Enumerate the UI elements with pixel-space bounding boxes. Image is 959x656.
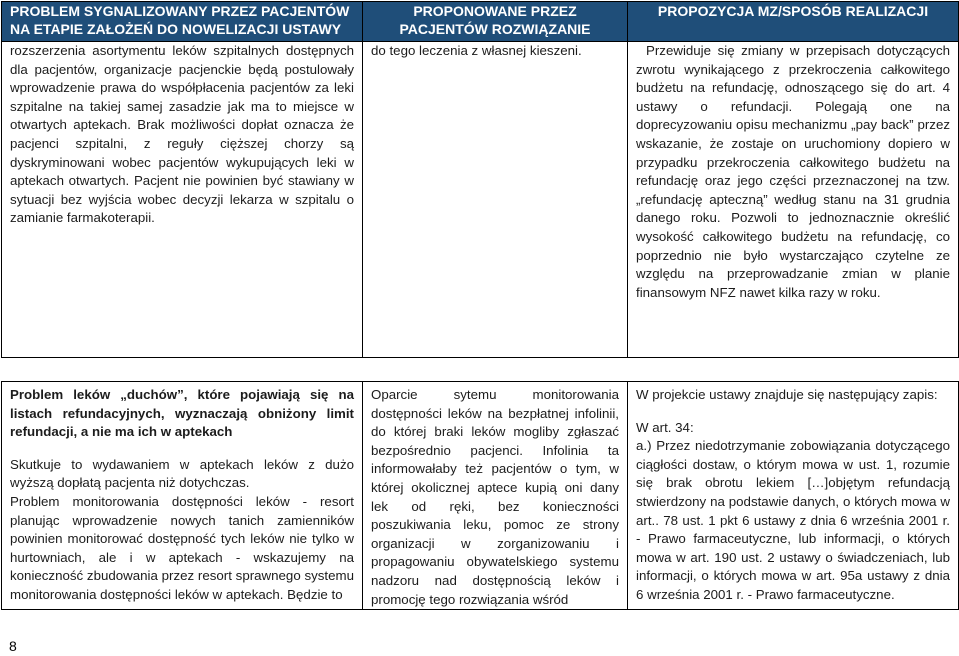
hotline-solution-text: Oparcie sytemu monitorowania dostępności leków na bezpłatnej infolinii, do której braki leków mogliby zgłaszać bezpośrednio pacjenci. Infolinia ta informowałaby też pacjentów o tym, w której okolicznej aptece kupią oni dany lek od ręki, bez konieczności poszukiwania leku, pomoc ze strony organizacji w zorganizowaniu i propagowaniu obywatelskiego systemu nadzoru nad dostępnością leków i promocję tego rozwiązania wśród <box>371 387 619 607</box>
ghost-drugs-heading: Problem leków „duchów”, które pojawiają się na listach refundacyjnych, wyznaczają obniżony limit refundacji, a nie ma ich w aptekach <box>10 387 354 440</box>
top-problem-text: rozszerzenia asortymentu leków szpitalnych dostępnych dla pacjentów, organizacje pacjenckie będą postulowały wprowadzenie prawa do współpłacenia pacjentów za leki szpitalne na takiej samej zasadzie jak ma to miejsce w otwartych aptekach. Brak możliwości dopłat oznacza że pacjenci szpitalni, z reguły cięższej chorzy są dyskryminowani wobec pacjentów wykupujących leki w aptekach otwartych. Pacjent nie powinien być stawiany w sytuacji bez wyjścia wobec decyzji lekarza w szpitalu o zamianie farmakoterapii. <box>10 43 354 226</box>
bottom-table <box>1 381 959 610</box>
article-34-point-a: a.) Przez niedotrzymanie zobowiązania dotyczącego ciągłości dostaw, o którym mowa w ust. 1, rozumie się brak obrotu lekiem […]objętym refundacją stwierdzony na podstawie danych, o których mowa w art.. 78 ust. 1 pkt 6 ustawy z dnia 6 września 2001 r. - Prawo farmaceutyczne, lub informacji, o których mowa w art. 190 ust. 2 ustawy o świadczeniach, lub informacji, o których mowa w art. 95a ustawy z dnia 6 września 2001 r. - Prawo farmaceutyczne. <box>636 438 950 602</box>
header-problem: PROBLEM SYGNALIZOWANY PRZEZ PACJENTÓW NA ETAPIE ZAŁOŻEŃ DO NOWELIZACJI USTAWY <box>2 2 363 42</box>
bottom-solution-cell <box>363 382 628 610</box>
top-solution-text: do tego leczenia z własnej kieszeni. <box>371 43 582 58</box>
top-solution-cell <box>363 42 628 358</box>
top-ministry-text: Przewiduje się zmiany w przepisach dotyczących zwrotu wynikającego z przekroczenia całkowitego budżetu na refundację, odnoszącego się do art. 4 ustawy o refundacji. Polegają one na doprecyzowaniu opisu mechanizmu „pay back” przez wskazanie, że zostaje on uruchomiony dopiero w przypadku przekroczenia całkowitego budżetu na refundację oraz jego części przeznaczonej na tzw. „refundację apteczną” według stanu na 31 grudnia danego roku. Pozwoli to jednoznacznie określić wysokość całkowitego budżetu na refundację, co poprzednio nie było wystarczająco czytelne ze względu na przeprowadzanie zmian w planie finansowym NFZ nawet kilka razy w roku. <box>636 43 950 300</box>
top-problem-cell <box>2 42 363 358</box>
article-34-label: W art. 34: <box>636 419 694 435</box>
header-ministry-proposal: PROPOZYCJA MZ/SPOSÓB REALIZACJI <box>628 2 959 42</box>
top-table-header-row <box>2 2 959 42</box>
bottom-problem-cell <box>2 382 363 610</box>
monitoring-problem-text: Problem monitorowania dostępności leków - resort planując wprowadzenie nowych tanich zamienników powinien monitorować dostępność tych leków nie tylko w hurtowniach, ale i w aptekach - wskazujemy na konieczność zbudowania przez resort sprawnego systemu monitorowania dostępności leków w aptekach. Będzie to <box>10 493 354 602</box>
bottom-ministry-cell <box>628 382 959 610</box>
top-ministry-cell <box>628 42 959 358</box>
bottom-table-row <box>2 382 959 610</box>
page-number: 8 <box>9 638 17 654</box>
header-proposed-solution: PROPONOWANE PRZEZ PACJENTÓW ROZWIĄZANIE <box>363 2 628 42</box>
top-table-body-row <box>2 42 959 358</box>
bill-provision-intro: W projekcie ustawy znajduje się następujący zapis: <box>636 387 938 402</box>
ghost-drugs-consequence: Skutkuje to wydawaniem w aptekach leków z dużo wyższą dopłatą pacjenta niż dotychczas. <box>10 456 354 491</box>
top-table <box>1 1 959 358</box>
